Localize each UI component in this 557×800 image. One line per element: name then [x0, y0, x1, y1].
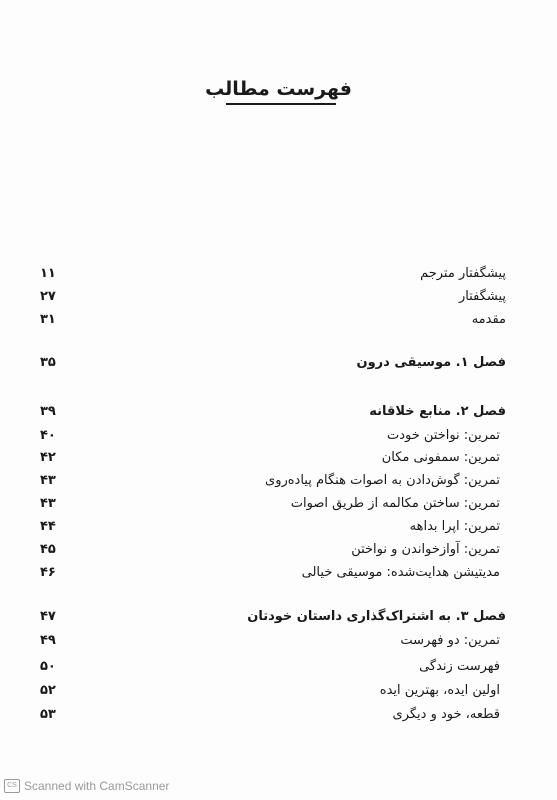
- toc-entry: [40, 263, 506, 285]
- toc-entry: [40, 656, 506, 678]
- toc-chapter-label: فصل ۱. موسیقی درون: [356, 355, 506, 370]
- toc-entry: [40, 516, 506, 538]
- toc-entry-page: ۴۰: [40, 428, 56, 443]
- toc-entry-page: ۳۹: [40, 404, 56, 419]
- toc-entry: [40, 470, 506, 492]
- camscanner-watermark: [4, 778, 169, 794]
- toc-entry-label: پیشگفتار مترجم: [420, 266, 506, 281]
- toc-entry-label: تمرین: سمفونی مکان: [381, 450, 500, 465]
- toc-entry-label: فهرست زندگی: [419, 659, 500, 674]
- toc-entry: [40, 447, 506, 469]
- watermark-text: Scanned with CamScanner: [24, 779, 170, 793]
- toc-entry-label: مقدمه: [471, 312, 506, 327]
- toc-entry-page: ۴۳: [40, 473, 56, 488]
- toc-entry-page: ۴۴: [40, 519, 56, 534]
- toc-chapter: [40, 352, 506, 374]
- toc-entry: [40, 704, 506, 726]
- toc-entry-page: ۱۱: [40, 266, 56, 281]
- toc-entry-label: تمرین: گوش‌دادن به اصوات هنگام پیاده‌روی: [265, 473, 500, 488]
- toc-entry-page: ۵۰: [40, 659, 56, 674]
- toc-entry-page: ۴۷: [40, 609, 56, 624]
- camscanner-icon: CS: [4, 779, 20, 793]
- toc-entry-label: اولین ایده، بهترین ایده: [379, 683, 500, 698]
- toc-entry: [40, 630, 506, 652]
- toc-chapter-label: فصل ۲. منابع خلاقانه: [369, 404, 506, 419]
- toc-entry: [40, 562, 506, 584]
- toc-entry-label: تمرین: دو فهرست: [400, 633, 500, 648]
- toc-entry-page: ۴۲: [40, 450, 56, 465]
- toc-entry-page: ۵۲: [40, 683, 56, 698]
- toc-entry-page: ۴۶: [40, 565, 56, 580]
- toc-chapter-label: فصل ۳. به اشتراک‌گذاری داستان خودتان: [247, 609, 506, 624]
- toc-entry-label: تمرین: آوازخواندن و نواختن: [351, 542, 500, 557]
- toc-entry-label: تمرین: اپرا بداهه: [409, 519, 500, 534]
- toc-entry: [40, 286, 506, 308]
- toc-chapter: [40, 606, 506, 628]
- title-underline: [226, 103, 336, 105]
- toc-chapter: [40, 401, 506, 423]
- toc-entry-label: مدیتیشن هدایت‌شده: موسیقی خیالی: [301, 565, 500, 580]
- toc-entry-page: ۳۵: [40, 355, 56, 370]
- toc-entry-page: ۴۳: [40, 496, 56, 511]
- toc-entry-page: ۴۹: [40, 633, 56, 648]
- toc-entry-label: قطعه، خود و دیگری: [392, 707, 500, 722]
- toc-entry-page: ۳۱: [40, 312, 56, 327]
- toc-entry: [40, 680, 506, 702]
- toc-entry-page: ۴۵: [40, 542, 56, 557]
- toc-entry-label: پیشگفتار: [458, 289, 506, 304]
- toc-entry: [40, 425, 506, 447]
- toc-entry-label: تمرین: ساختن مکالمه از طریق اصوات: [290, 496, 500, 511]
- toc-entry: [40, 309, 506, 331]
- page-title: فهرست مطالب: [205, 78, 352, 100]
- toc-entry-page: ۵۳: [40, 707, 56, 722]
- toc-entry-page: ۲۷: [40, 289, 56, 304]
- toc-entry: [40, 539, 506, 561]
- toc-entry: [40, 493, 506, 515]
- toc-entry-label: تمرین: نواختن خودت: [386, 428, 500, 443]
